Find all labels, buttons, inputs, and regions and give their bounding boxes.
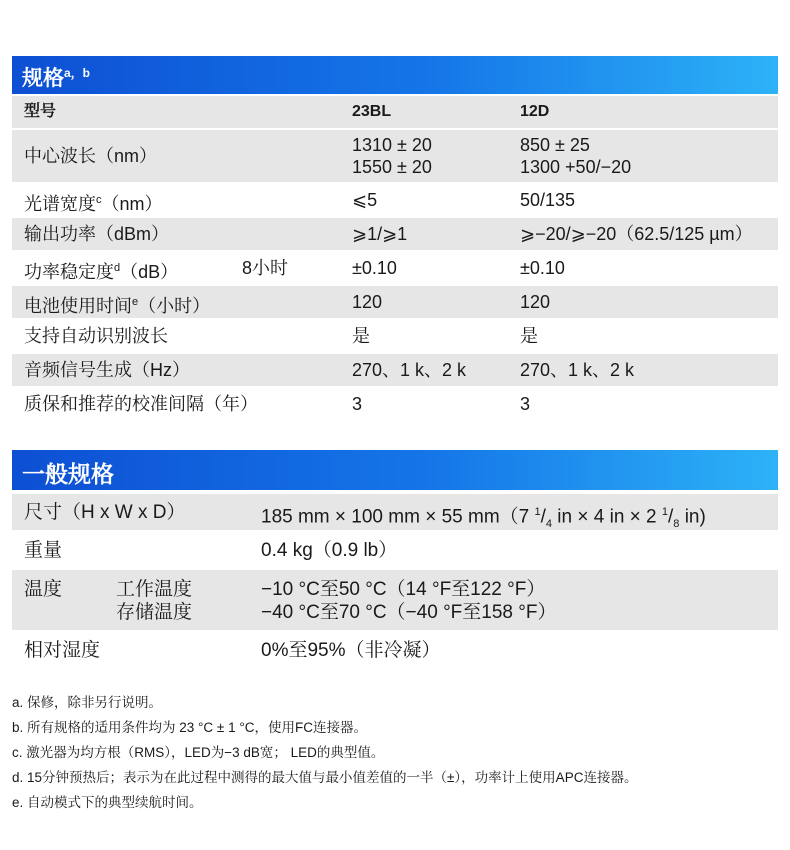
row-value-col2: 120 [520,292,551,312]
general-section-title: 一般规格 [22,461,114,487]
weight-label: 重量 [24,540,63,561]
row-label: 光谱宽度$^c$（nm） [24,194,163,214]
temp-op-value: −10 °C至50 °C（14 °F至122 °F） [261,579,546,600]
size-label: 尺寸（H x W x D） [24,502,186,523]
row-label: 支持自动识别波长 [24,326,168,346]
footnote: c. 激光器为均方根（RMS），LED为−3 dB宽； LED的典型值。 [12,745,385,760]
temp-op-label: 工作温度 [116,579,193,600]
model-col2-header: 12D [520,103,550,120]
table-row [12,354,778,386]
table-row [12,184,778,216]
spec-table-header [12,96,778,128]
temp-st-label: 存储温度 [116,602,193,623]
row-value-col2: 3 [520,394,531,414]
row-value-col2: ±0.10 [520,258,565,278]
row-value-col2: 270、1 k、2 k [520,360,635,380]
table-row [12,252,778,284]
row-label: 输出功率（dBm） [24,224,170,244]
row-label: 中心波长（nm） [24,146,158,166]
table-row [12,494,778,530]
row-label: 电池使用时间$^e$（小时） [24,296,211,316]
footnote: a. 保修，除非另行说明。 [12,695,163,710]
row-value-col1: 是 [352,326,370,346]
table-row [12,286,778,318]
row-label: 音频信号生成（Hz） [24,360,190,380]
row-label: 质保和推荐的校准间隔（年） [24,394,258,414]
spec-section-header [12,56,778,94]
row-value-col2: ⩾−20/⩾−20（62.5/125 µm） [520,224,753,244]
row-value-col2: 850 ± 25 [520,135,590,155]
row-value-col1: ⩽5 [352,190,378,210]
table-row [12,130,778,182]
table-row [12,218,778,250]
row-extra: 8小时 [242,258,289,278]
row-value-col1: 270、1 k、2 k [352,360,467,380]
row-value-col2-line2: 1300 +50/−20 [520,157,632,177]
spec-section-title-sup: a，b [64,66,91,80]
table-row [12,320,778,352]
row-value-col2: 50/135 [520,190,576,210]
model-header: 型号 [24,103,57,120]
row-value-col1: 1310 ± 20 [352,135,432,155]
size-value: 185 mm × 100 mm × 55 mm（7 $^1/_4$ in × 4 in × 2 $^1/_8$ in) [261,506,706,531]
table-row [12,632,778,668]
general-section-header [12,450,778,490]
row-value-col1: ±0.10 [352,258,397,278]
temp-st-value: −40 °C至70 °C（−40 °F至158 °F） [261,602,557,623]
footnote: d. 15分钟预热后；表示为在此过程中测得的最大值与最小值差值的一半（±），功率计上使用APC连接器。 [12,770,638,785]
row-value-col1: ⩾1/⩾1 [352,224,408,244]
row-value-col2: 是 [520,326,538,346]
row-value-col1-line2: 1550 ± 20 [352,157,432,177]
table-row [12,532,778,568]
row-value-col1: 120 [352,292,383,312]
row-value-col1: 3 [352,394,363,414]
spec-section-title: 规格 [22,67,64,90]
model-col1-header: 23BL [352,103,392,120]
humidity-label: 相对湿度 [24,640,101,661]
table-row [12,388,778,420]
row-label: 功率稳定度$^d$（dB） [24,262,179,282]
footnote: e. 自动模式下的典型续航时间。 [12,795,203,810]
temp-label: 温度 [24,579,63,600]
footnote: b. 所有规格的适用条件均为 23 °C ± 1 °C，使用FC连接器。 [12,720,367,735]
weight-value: 0.4 kg（0.9 lb） [261,540,398,561]
table-row [12,570,778,630]
humidity-value: 0%至95%（非冷凝） [261,640,441,661]
